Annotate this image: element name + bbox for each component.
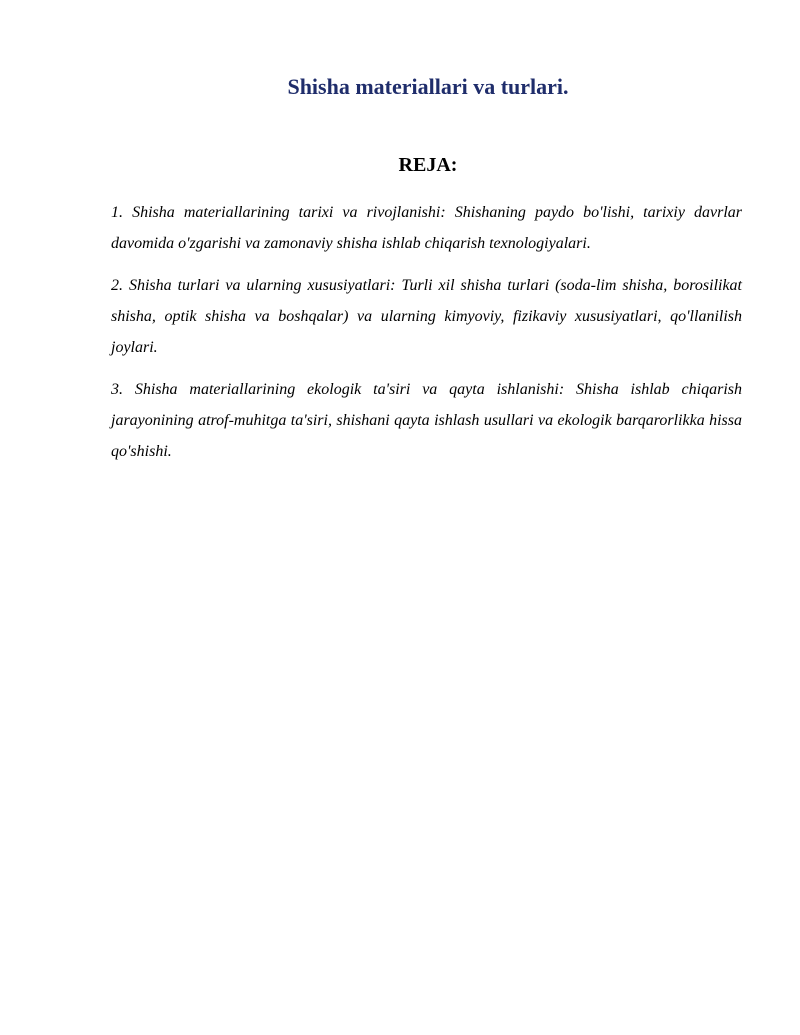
plan-heading: REJA:	[398, 154, 458, 176]
plan-item-1: 1. Shisha materiallarining tarixi va rivojlanishi: Shishaning paydo bo'lishi, tarixiy davrlar davomida o'zgarishi va zamonaviy shisha ishlab chiqarish texnologiyalari.	[111, 204, 742, 252]
plan-item-2: 2. Shisha turlari va ularning xususiyatlari: Turli xil shisha turlari (soda-lim shisha, borosilikat shisha, optik shisha va boshqalar) va ularning kimyoviy, fizikaviy xususiyatlari, qo'llanilish joylari.	[111, 277, 742, 356]
plan-item-3: 3. Shisha materiallarining ekologik ta'siri va qayta ishlanishi: Shisha ishlab chiqarish jarayonining atrof-muhitga ta'siri, shishani qayta ishlash usullari va ekologik barqarorlikka hissa qo'shishi.	[111, 381, 742, 460]
document-title: Shisha materiallari va turlari.	[287, 74, 569, 99]
plan-list	[111, 197, 742, 478]
